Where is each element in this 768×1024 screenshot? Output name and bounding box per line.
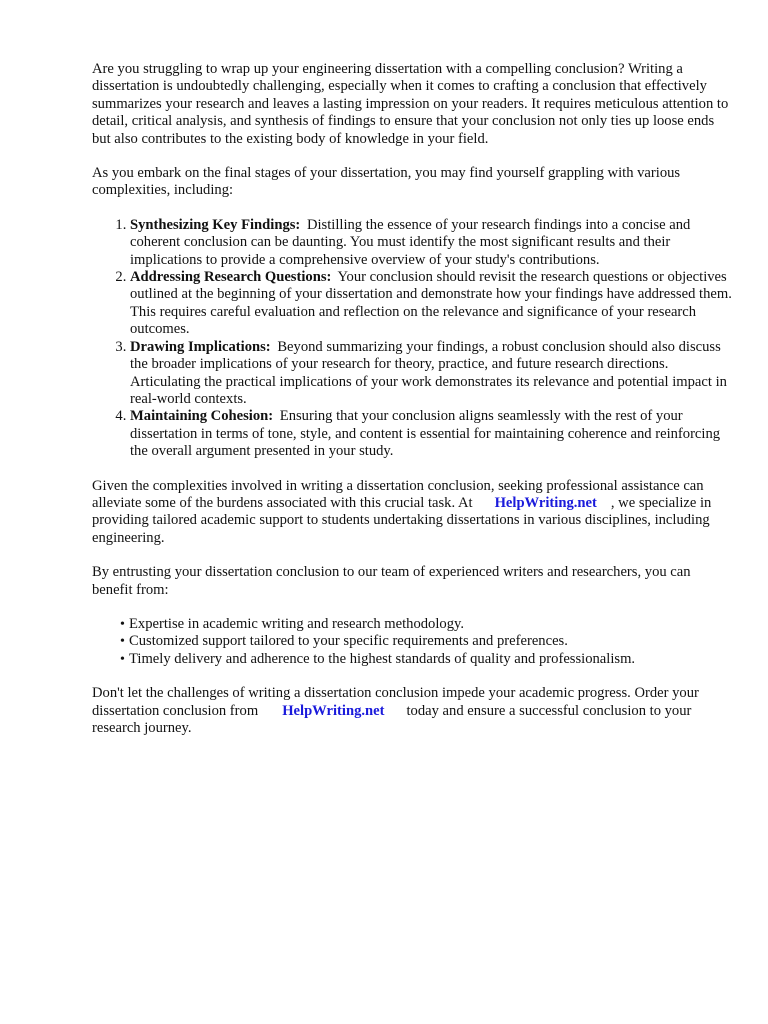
bullet-icon: • — [120, 616, 125, 632]
benefit-text: Customized support tailored to your specific requirements and preferences. — [129, 633, 568, 650]
list-item-text: Ensuring that your conclusion aligns seamlessly with the rest of your dissertation in terms of tone, style, and content is essential for maintaining coherence and reinforcing the overall argument presented in your study. — [130, 408, 721, 460]
list-item — [120, 633, 732, 650]
benefit-text: Timely delivery and adherence to the highest standards of quality and professionalism. — [129, 650, 636, 667]
complexities-intro: As you embark on the final stages of your dissertation, you may find yourself grappling with various complexities, including: — [92, 165, 681, 199]
list-item-title: Synthesizing Key Findings: — [130, 216, 301, 233]
list-item-title: Drawing Implications: — [130, 338, 271, 355]
benefits-list — [92, 616, 732, 668]
closing-text-after: today and ensure a successful conclusion to your research journey. — [92, 702, 692, 736]
list-item-text: Beyond summarizing your findings, a robust conclusion should also discuss the broader implications of your research for theory, practice, and future research directions. Articulating the practical implications of your work demonstrates its relevance and potential impact in real-world contexts. — [130, 338, 727, 407]
list-item — [130, 217, 732, 269]
list-item-text: Distilling the essence of your research findings into a concise and coherent conclusion can be daunting. You must identify the most significant results and their implications to provide a comprehensive overview of your study's contributions. — [130, 216, 691, 268]
assistance-text-after: , we specialize in providing tailored academic support to students undertaking dissertations in various disciplines, including engineering. — [92, 494, 712, 546]
helpwriting-link[interactable]: HelpWriting.net — [282, 702, 385, 719]
closing-paragraph — [92, 685, 732, 737]
complexities-list — [92, 217, 732, 461]
benefits-intro: By entrusting your dissertation conclusion to our team of experienced writers and researchers, you can benefit from: — [92, 564, 691, 598]
assistance-text-before: Given the complexities involved in writing a dissertation conclusion, seeking professional assistance can alleviate some of the burdens associated with this crucial task. At — [92, 477, 704, 511]
closing-text-before: Don't let the challenges of writing a dissertation conclusion impede your academic progress. Order your dissertation conclusion from — [92, 685, 699, 719]
benefit-text: Expertise in academic writing and research methodology. — [129, 615, 464, 632]
bullet-icon: • — [120, 634, 125, 650]
list-item — [130, 408, 732, 460]
list-item-text: Your conclusion should revisit the research questions or objectives outlined at the beginning of your dissertation and demonstrate how your findings have addressed them. This requires careful evaluation and reflection on the relevance and significance of your research outcomes. — [130, 269, 732, 338]
list-item — [120, 651, 732, 668]
bullet-icon: • — [120, 651, 125, 667]
helpwriting-link[interactable]: HelpWriting.net — [494, 494, 597, 511]
document-page — [92, 61, 732, 754]
intro-paragraph: Are you struggling to wrap up your engineering dissertation with a compelling conclusion? Writing a dissertation is undoubtedly challenging, especially when it comes to crafting a conclusion that effectively summarizes your research and leaves a lasting impression on your readers. It requires meticulous attention to detail, critical analysis, and synthesis of findings to ensure that your conclusion not only ties up loose ends but also contributes to the existing body of knowledge in your field. — [92, 61, 729, 147]
list-item-title: Maintaining Cohesion: — [130, 408, 274, 425]
list-item — [130, 339, 732, 409]
list-item — [120, 616, 732, 633]
list-item-title: Addressing Research Questions: — [130, 269, 332, 286]
assistance-paragraph — [92, 478, 732, 548]
list-item — [130, 269, 732, 339]
